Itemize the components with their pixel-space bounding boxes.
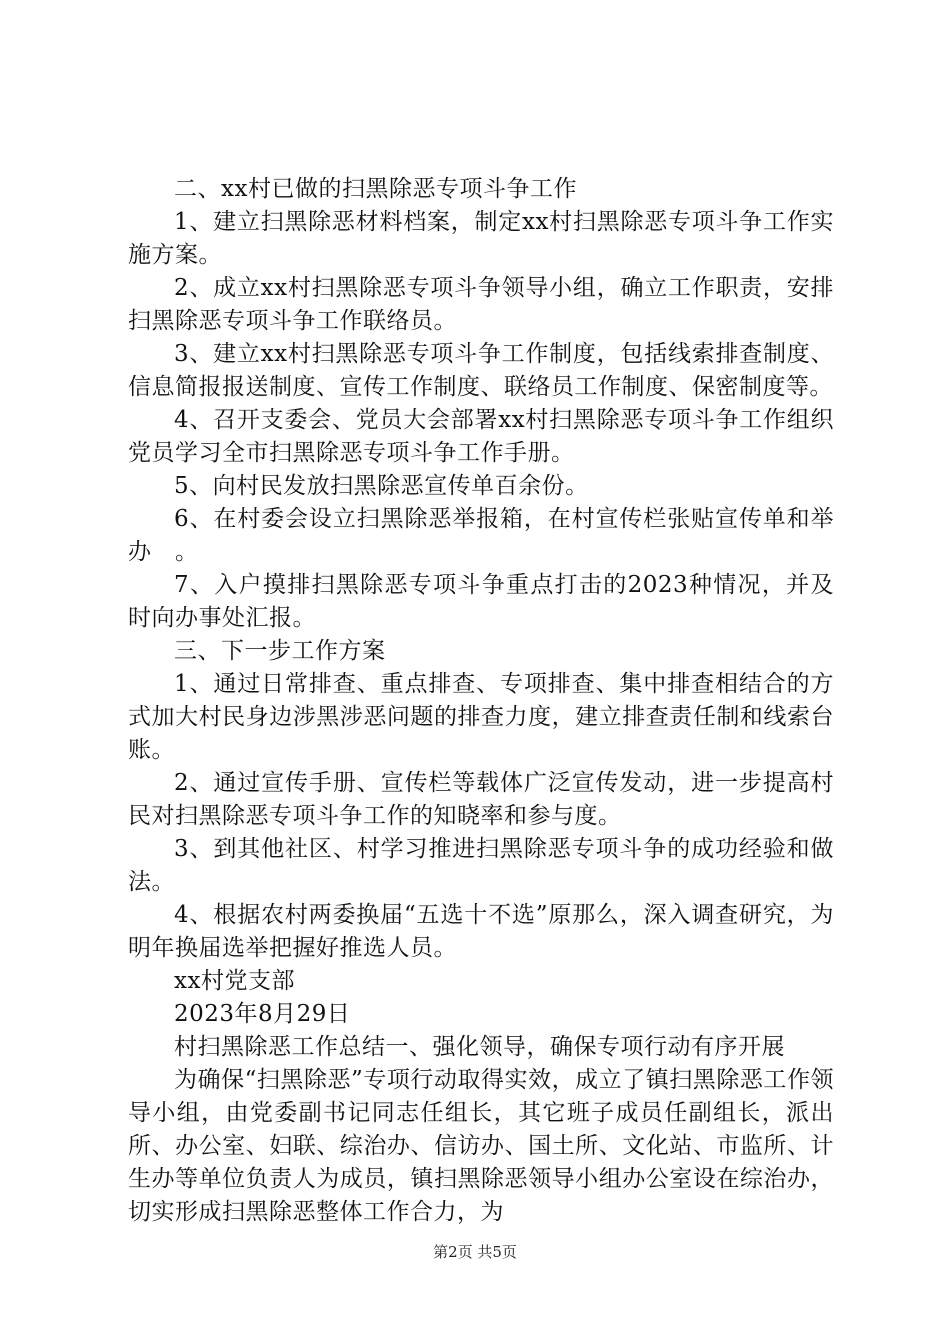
page-footer: 第2页 共5页	[433, 1243, 517, 1261]
paragraph-plan-4: 4、根据农村两委换届“五选十不选”原那么，深入调查研究，为明年换届选举把握好推选人员。	[128, 902, 834, 961]
paragraph-item-1: 1、建立扫黑除恶材料档案，制定xx村扫黑除恶专项斗争工作实施方案。	[128, 209, 834, 268]
signature-organization: xx村党支部	[174, 968, 295, 994]
paragraph-plan-1: 1、通过日常排查、重点排查、专项排查、集中排查相结合的方式加大村民身边涉黑涉恶问题的排查力度，建立排查责任制和线索台账。	[128, 671, 834, 763]
paragraph-summary-heading: 村扫黑除恶工作总结一、强化领导，确保专项行动有序开展	[174, 1034, 785, 1060]
paragraph-item-2: 2、成立xx村扫黑除恶专项斗争领导小组，确立工作职责，安排扫黑除恶专项斗争工作联络员。	[128, 275, 834, 334]
document-body	[128, 173, 834, 1229]
paragraph-section-three-heading: 三、下一步工作方案	[174, 638, 386, 664]
paragraph-plan-3: 3、到其他社区、村学习推进扫黑除恶专项斗争的成功经验和做法。	[128, 836, 834, 895]
paragraph-item-5: 5、向村民发放扫黑除恶宣传单百余份。	[174, 473, 589, 499]
paragraph-item-6: 6、在村委会设立扫黑除恶举报箱，在村宣传栏张贴宣传单和举办 。	[128, 506, 834, 565]
paragraph-plan-2: 2、通过宣传手册、宣传栏等载体广泛宣传发动，进一步提高村民对扫黑除恶专项斗争工作的知晓率和参与度。	[128, 770, 834, 829]
signature-date: 2023年8月29日	[174, 1001, 351, 1027]
paragraph-section-two-heading: 二、xx村已做的扫黑除恶专项斗争工作	[174, 176, 577, 202]
paragraph-item-3: 3、建立xx村扫黑除恶专项斗争工作制度，包括线索排查制度、信息简报报送制度、宣传工作制度、联络员工作制度、保密制度等。	[128, 341, 834, 400]
paragraph-item-7: 7、入户摸排扫黑除恶专项斗争重点打击的2023种情况，并及时向办事处汇报。	[128, 572, 834, 631]
paragraph-summary-body: 为确保“扫黑除恶”专项行动取得实效，成立了镇扫黑除恶工作领导小组，由党委副书记同志任组长，其它班子成员任副组长，派出所、办公室、妇联、综治办、信访办、国土所、文化站、市监所、计生办等单位负责人为成员，镇扫黑除恶领导小组办公室设在综治办，切实形成扫黑除恶整体工作合力，为	[128, 1067, 834, 1225]
paragraph-item-4: 4、召开支委会、党员大会部署xx村扫黑除恶专项斗争工作组织党员学习全市扫黑除恶专项斗争工作手册。	[128, 407, 834, 466]
